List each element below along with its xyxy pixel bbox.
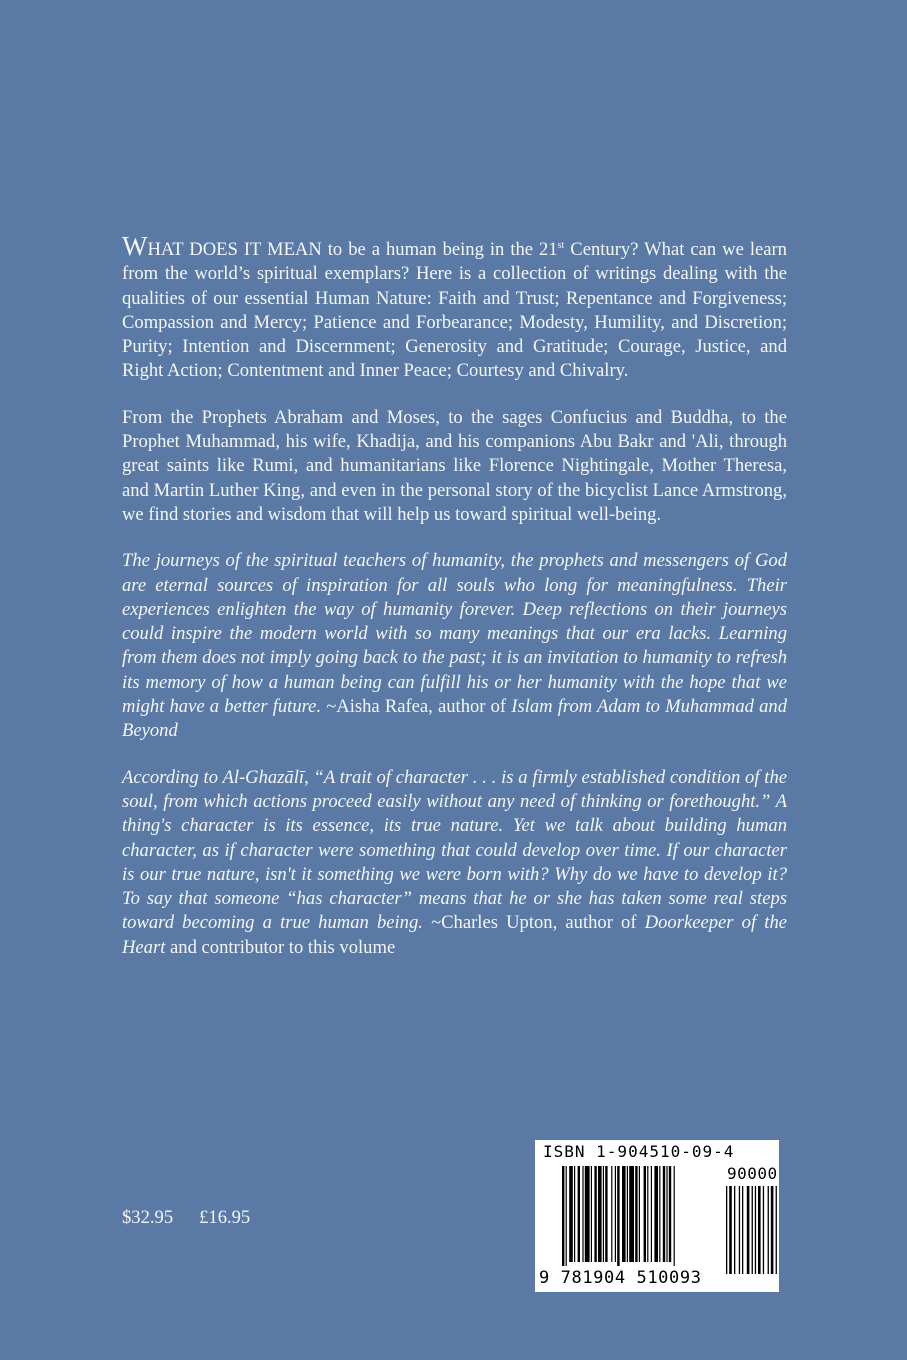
barcode-bar: [594, 1166, 596, 1262]
barcode-bar: [622, 1166, 626, 1262]
barcode-bar: [617, 1166, 619, 1266]
barcode-bar: [585, 1166, 590, 1262]
price-gbp: £16.95: [199, 1207, 251, 1228]
drop-cap: W: [122, 231, 148, 261]
barcode-bar: [627, 1166, 628, 1262]
addon-bar: [739, 1186, 740, 1274]
barcode-bar: [598, 1166, 602, 1262]
barcode-bar: [591, 1166, 592, 1262]
barcode-bar: [635, 1166, 637, 1262]
barcode-bar: [603, 1166, 604, 1262]
barcode-bar: [615, 1166, 616, 1262]
barcode-bar: [578, 1166, 580, 1262]
price-addon-code: 90000: [727, 1164, 778, 1183]
addon-bar: [742, 1186, 743, 1274]
barcode-bar: [582, 1166, 583, 1262]
barcode-bar: [651, 1166, 652, 1262]
barcode-bar: [669, 1166, 671, 1262]
barcode-bar: [647, 1166, 648, 1262]
addon-bar: [726, 1186, 727, 1274]
barcode-bar: [605, 1166, 607, 1262]
barcode-bar: [562, 1166, 564, 1266]
isbn-barcode: [535, 1140, 779, 1292]
barcode-bar: [654, 1166, 658, 1262]
exemplars-paragraph: From the Prophets Abraham and Moses, to the sages Confucius and Buddha, to the Prophet Muhammad, his wife, Khadija, and his companions Abu Bakr and 'Ali, through great saints like Rumi, and humanitarians like Florence Nightingale, Mother Theresa, and Martin Luther King, and even in the personal story of the bicyclist Lance Armstrong, we find stories and wisdom that will help us toward spiritual well-being.: [122, 406, 787, 525]
barcode-bar: [639, 1166, 640, 1262]
addon-bar: [752, 1186, 753, 1274]
barcode-bar: [663, 1166, 665, 1262]
barcode-bar: [666, 1166, 667, 1262]
barcode-bar: [629, 1166, 634, 1262]
intro-paragraph: WHAT DOES IT MEAN to be a human being in the 21st Century? What can we learn from the world’s spiritual exemplars? Here is a collection of writings dealing with the qualities of our essential Human Nature: Faith and Trust; Repentance and Forgiveness; Compassion and Mercy; Patience and Forbearance; Modesty, Humility, and Discretion; Purity; Intention and Discernment; Generosity and Gratitude; Courage, Justice, and Right Action; Contentment and Inner Peace; Courtesy and Chivalry.: [122, 231, 787, 382]
upton-quote: According to Al-Ghazālī, “A trait of character . . . is a firmly established condition of the soul, from which actions proceed easily without any need of thinking or forethought.” A thing's character is its essence, its true nature. Yet we talk about building human character, as if character were something that could develop over time. If our character is our true nature, isn't it something we were born with? Why do we have to develop it? To say that someone “has character” means that he or she has taken some real steps toward becoming a true human being. ~Charles Upton, author of Doorkeeper of the Heart and contributor to this volume: [122, 766, 788, 958]
addon-bar: [771, 1186, 774, 1274]
addon-bar: [776, 1186, 777, 1274]
barcode-bar: [569, 1166, 573, 1262]
ean-number: 9 781904 510093: [539, 1268, 702, 1288]
addon-bar: [763, 1186, 764, 1274]
barcode-bar: [566, 1166, 567, 1266]
barcode-bar: [574, 1166, 575, 1262]
addon-bar: [747, 1186, 750, 1274]
barcode-bar: [674, 1166, 675, 1266]
back-cover-text: [122, 231, 788, 982]
price: [122, 1207, 250, 1229]
barcode-bar: [659, 1166, 660, 1262]
addon-bar: [755, 1186, 756, 1274]
addon-bar: [758, 1186, 761, 1274]
barcode-bar: [644, 1166, 646, 1262]
barcode-bar: [611, 1166, 612, 1262]
addon-bar: [729, 1186, 732, 1274]
addon-bar: [734, 1186, 735, 1274]
addon-bar: [768, 1186, 769, 1274]
isbn-label: ISBN 1-904510-09-4: [543, 1142, 735, 1161]
rafea-quote: The journeys of the spiritual teachers of humanity, the prophets and messengers of God are eternal sources of inspiration for all souls who long for meaningfulness. Their experiences enlighten the way of humanity forever. Deep reflections on their journeys could inspire the modern world with so many meanings that our era lacks. Learning from them does not imply going back to the past; it is an invitation to humanity to refresh its memory of how a human being can fulfill his or her humanity with the hope that we might have a better future. ~Aisha Rafea, author of Islam from Adam to Muhammad and Beyond: [122, 550, 787, 742]
price-usd: $32.95: [122, 1207, 174, 1228]
